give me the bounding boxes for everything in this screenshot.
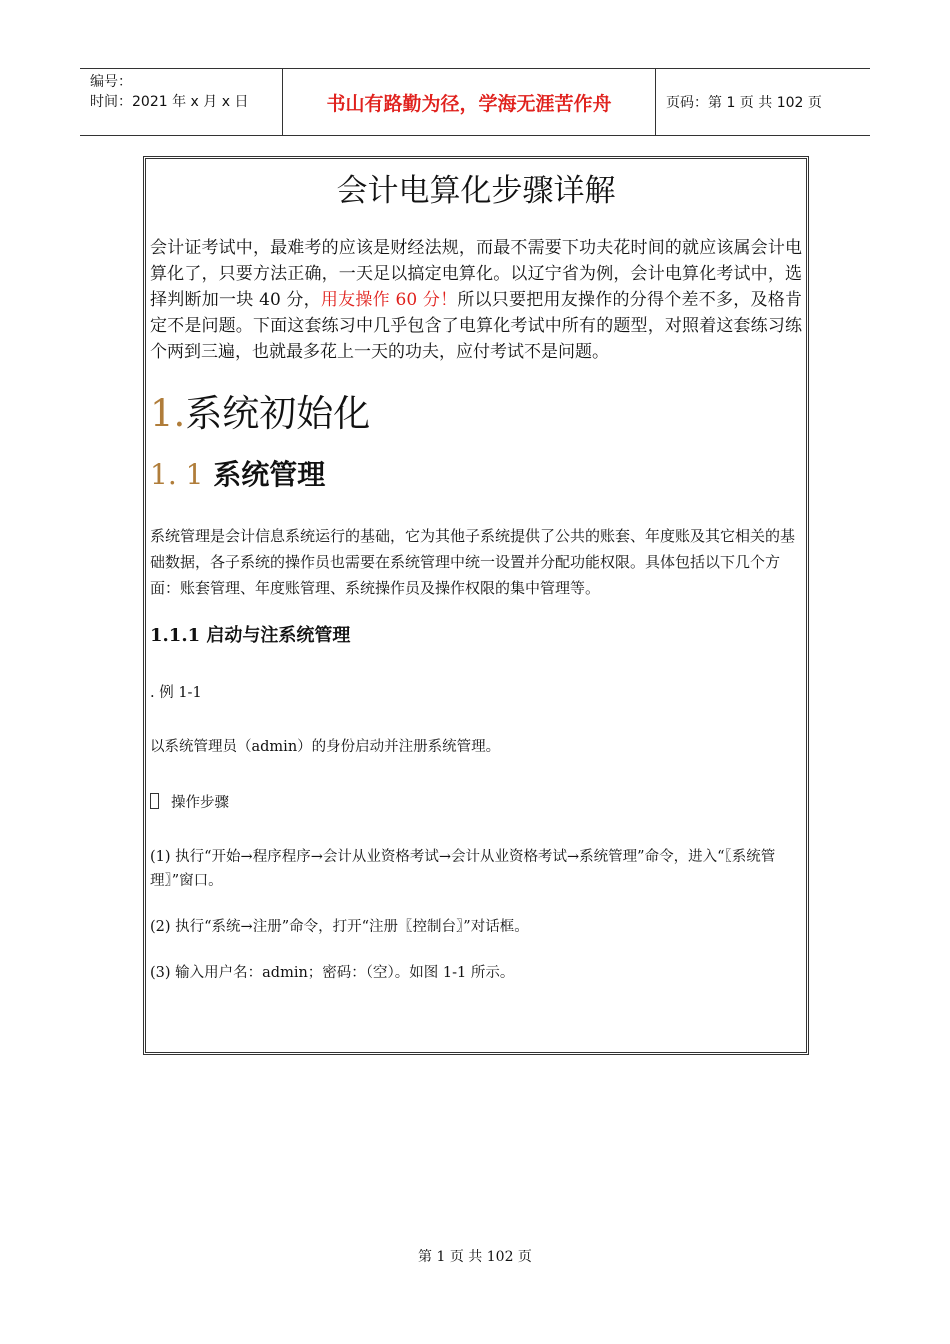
step-1: (1) 执行“开始→程序程序→会计从业资格考试→会计从业资格考试→系统管理”命令，进入“〖系统管理〗”窗口。	[150, 849, 776, 889]
steps-label: 操作步骤	[171, 795, 229, 811]
intro-text-2: 所以只要把用友操作的分得个差不多，及格肯定不是问题。下面这套练习中几乎包含了电算化考试中所有的题型，对照着这套练习练个两到三遍，也就最多花上一天的功夫，应付考试不是问题。	[150, 290, 802, 362]
time-label: 时间：2021 年 x 月 x 日	[90, 94, 249, 110]
header-page-info: 页码：第 1 页 共 102 页	[666, 95, 822, 111]
page-header	[80, 68, 870, 136]
task-description: 以系统管理员（admin）的身份启动并注册系统管理。	[150, 739, 501, 755]
header-motto: 书山有路勤为径，学海无涯苦作舟	[282, 69, 656, 135]
heading-2-number: 1. 1	[150, 458, 204, 491]
document-body	[150, 159, 802, 985]
intro-text-1: 会计证考试中，最难考的应该是财经法规，而最不需要下功夫花时间的就应该属会计电算化了，只要方法正确，一天足以搞定电算化。以辽宁省为例，会计电算化考试中，选择判断加一块 40 分，	[150, 238, 802, 310]
number-label: 编号：	[90, 74, 132, 90]
system-management-paragraph: 系统管理是会计信息系统运行的基础，它为其他子系统提供了公共的账套、年度账及其它相关的基础数据，各子系统的操作员也需要在系统管理中统一设置并分配功能权限。具体包括以下几个方面：账套管理、年度账管理、系统操作员及操作权限的集中管理等。	[150, 527, 796, 597]
page-footer: 第 1 页 共 102 页	[418, 1249, 532, 1265]
heading-1-number: 1.	[150, 392, 186, 435]
heading-1-text: 系统初始化	[185, 392, 371, 435]
intro-highlight: 用友操作 60 分！	[320, 290, 458, 310]
step-2: (2) 执行“系统→注册”命令，打开“注册〖控制台〗”对话框。	[150, 919, 529, 935]
content-frame	[143, 156, 809, 1055]
document-title: 会计电算化步骤详解	[336, 173, 616, 209]
steps-heading	[150, 791, 802, 815]
header-meta	[80, 69, 282, 135]
step-3: (3) 输入用户名：admin；密码：（空）。如图 1-1 所示。	[150, 965, 515, 981]
heading-1	[150, 389, 802, 439]
heading-2-text: 系统管理	[213, 458, 326, 491]
heading-2	[150, 455, 802, 495]
intro-paragraph	[150, 235, 802, 365]
heading-3: 1.1.1 启动与注系统管理	[150, 625, 351, 646]
example-label: . 例 1-1	[150, 685, 202, 701]
checkbox-icon	[150, 793, 159, 809]
